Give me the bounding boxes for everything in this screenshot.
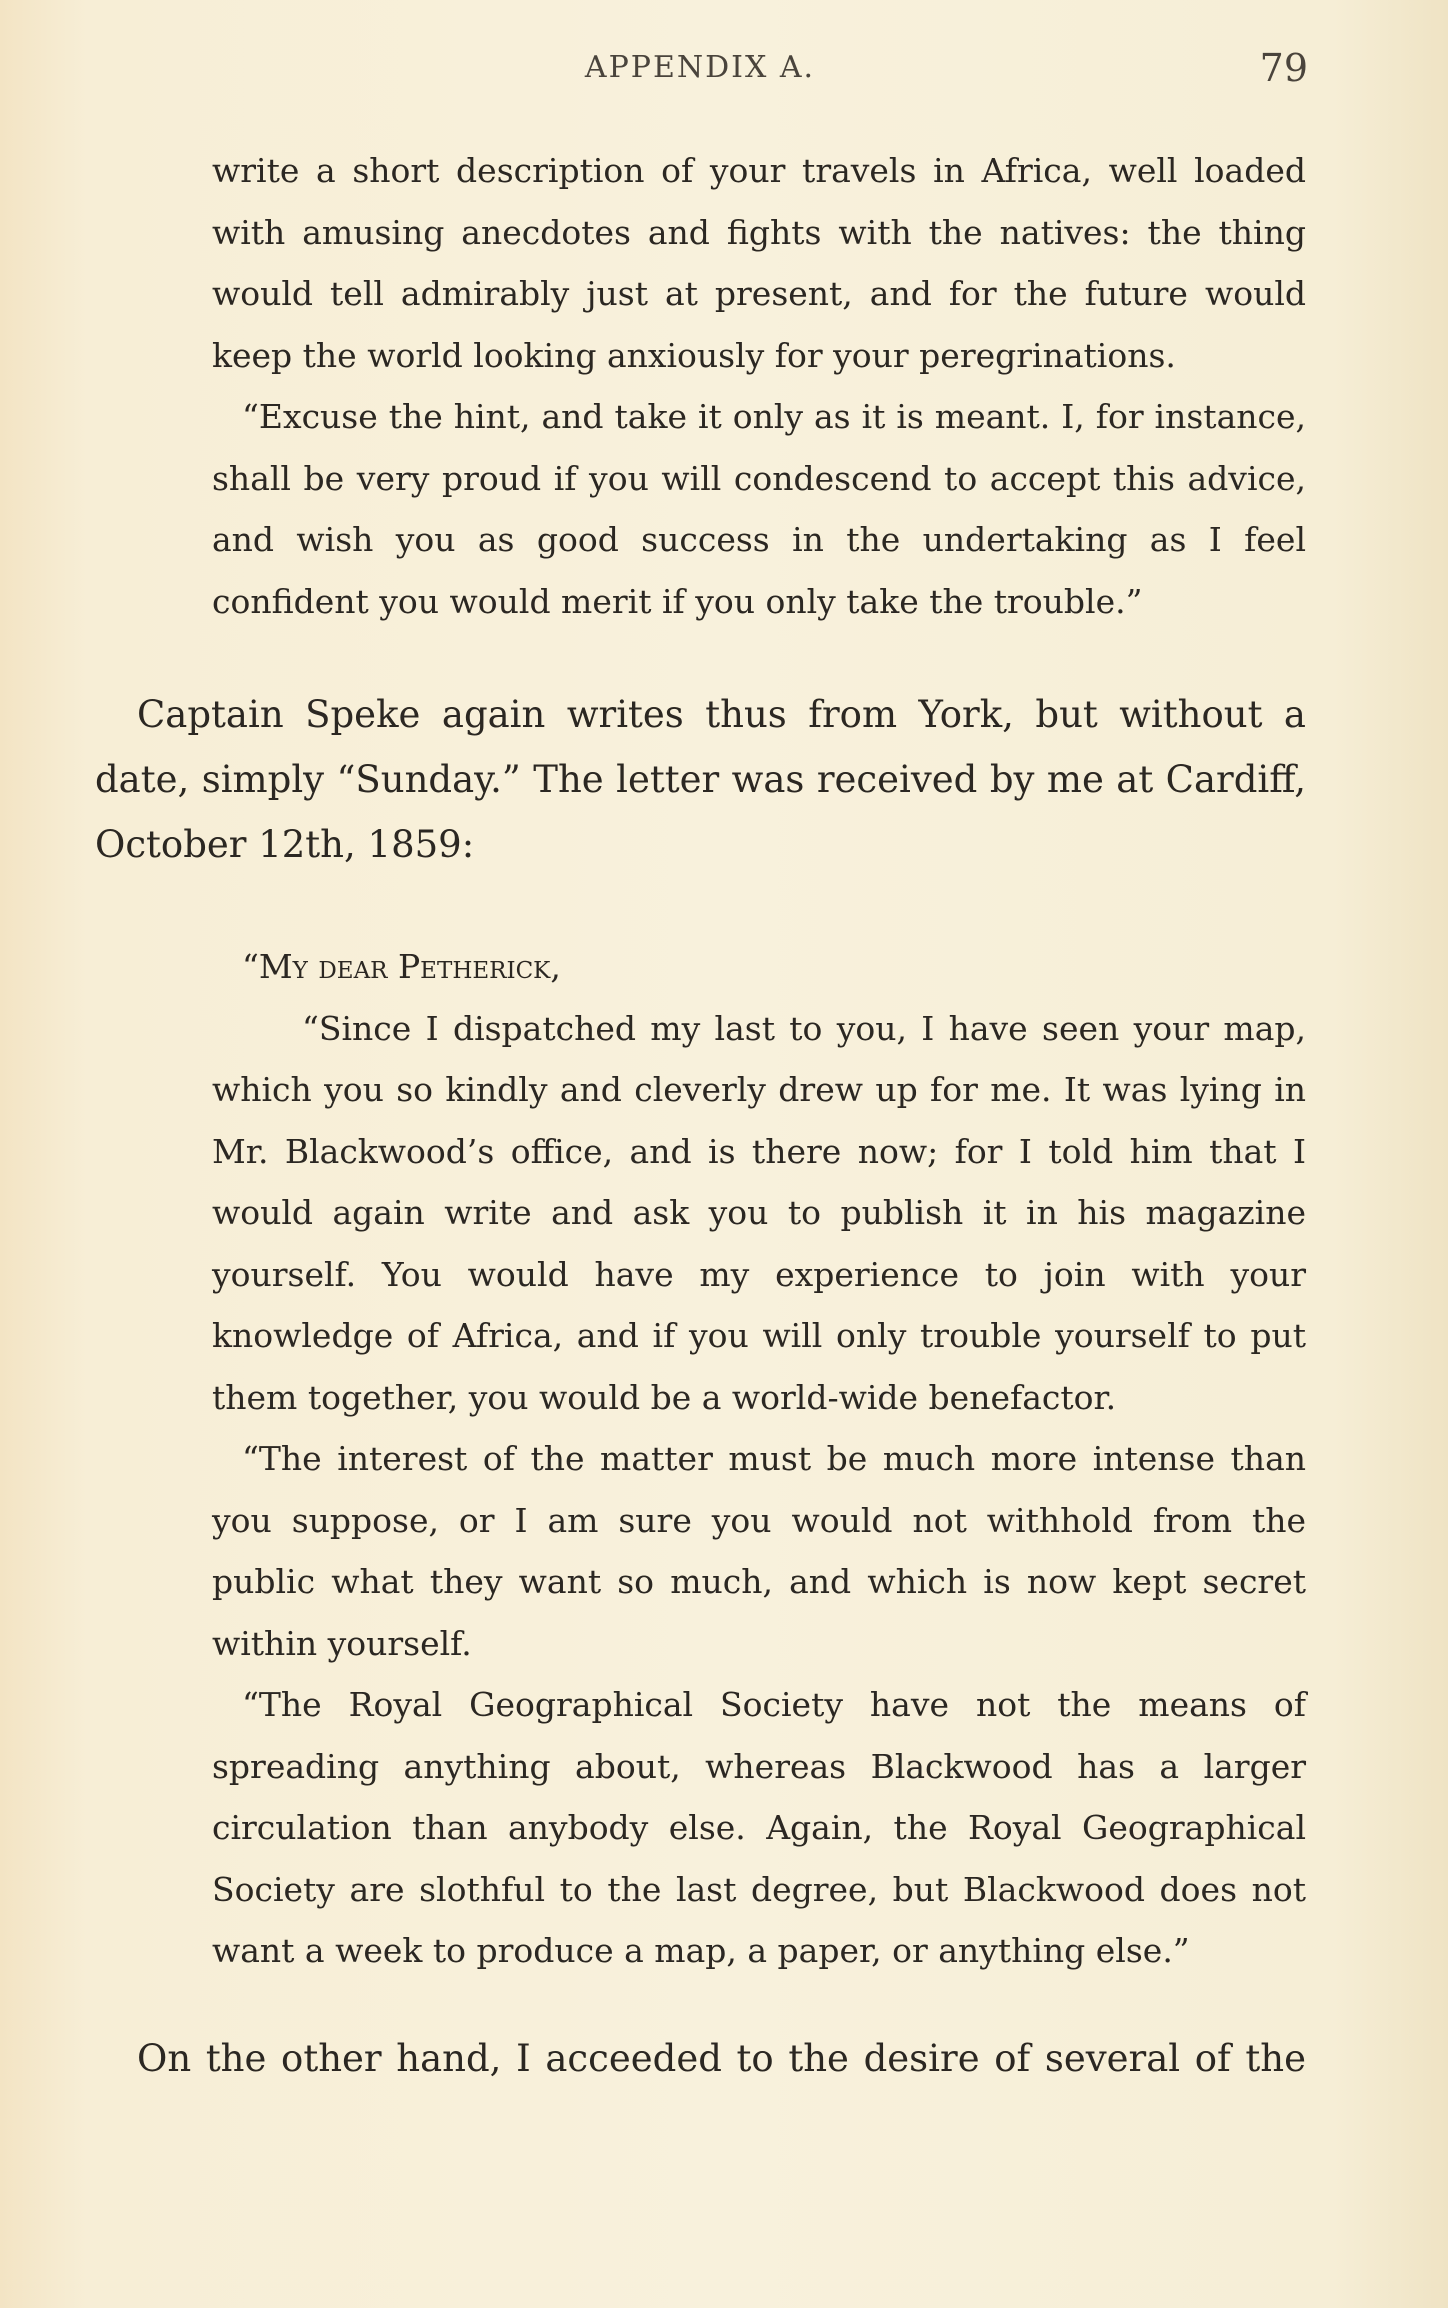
narrative-paragraph-2	[95, 2026, 1306, 2091]
quote-paragraph-2: “Excuse the hint, and take it only as it is meant. I, for instance, shall be very proud if you will condescend to accept this advice, and wish you as good success in the undertaking as I feel confident you would merit if you only take the trouble.”	[212, 397, 1306, 621]
narrative-text-2: On the other hand, I acceeded to the desire of several of the	[137, 2037, 1306, 2080]
quote-paragraph-1: write a short description of your travels in Africa, well loaded with amusing anecdotes and fights with the natives: the thing would tell admirably just at present, and for the future would keep the world looking anxiously for your peregrinations.	[212, 151, 1306, 375]
page-header	[0, 46, 1448, 100]
page-number: 79	[1259, 46, 1308, 90]
narrative-paragraph-1	[95, 682, 1306, 877]
running-head: APPENDIX A.	[584, 50, 816, 85]
letter-paragraph-2: “The interest of the matter must be much more intense than you suppose, or I am sure you would not withhold from the public what they want so much, and which is now kept secret within yourself.	[212, 1439, 1306, 1663]
letter-from-speke	[212, 936, 1306, 1982]
quoted-letter-continuation	[212, 140, 1306, 632]
narrative-text-1: Captain Speke again writes thus from York, but without a date, simply “Sunday.” The letter was received by me at Cardiff, October 12th, 1859:	[95, 693, 1306, 866]
letter-salutation: “My dear Petherick,	[242, 947, 561, 986]
letter-paragraph-3: “The Royal Geographical Society have not the means of spreading anything about, whereas Blackwood has a larger circulation than anybody else. Again, the Royal Geographical Society are slothful to the last degree, but Blackwood does not want a week to produce a map, a paper, or anything else.”	[212, 1685, 1306, 1970]
letter-paragraph-1: “Since I dispatched my last to you, I have seen your map, which you so kindly and cleverly drew up for me. It was lying in Mr. Blackwood’s office, and is there now; for I told him that I would again write and ask you to publish it in his magazine yourself. You would have my experience to join with your knowledge of Africa, and if you will only trouble yourself to put them together, you would be a world-wide benefactor.	[212, 1008, 1306, 1417]
